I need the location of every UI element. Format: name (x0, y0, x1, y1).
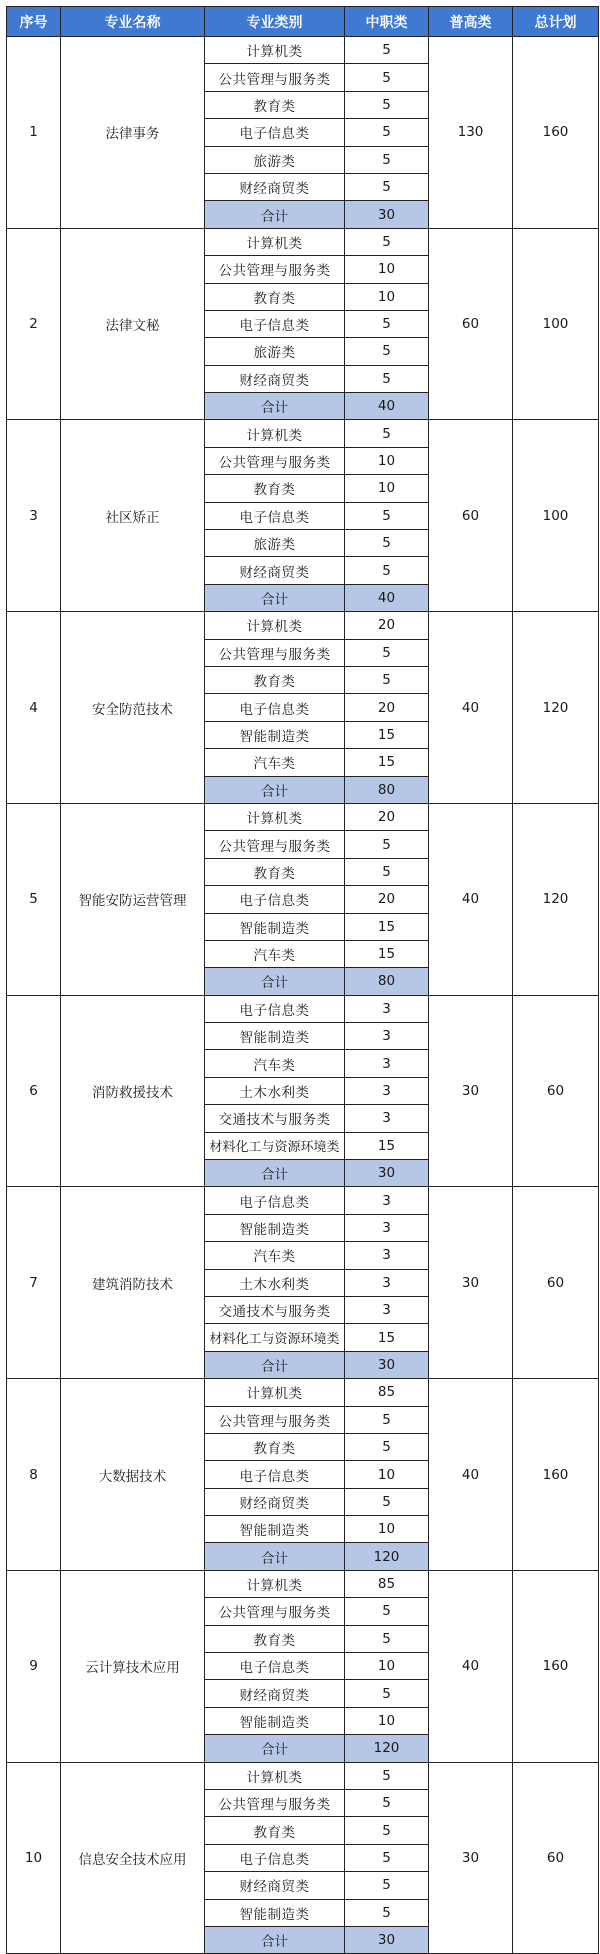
seq-cell: 4 (7, 612, 61, 804)
category-cell: 智能制造类 (205, 721, 345, 748)
category-cell: 土木水利类 (205, 1077, 345, 1104)
category-cell: 土木水利类 (205, 1269, 345, 1296)
header-major: 专业名称 (61, 7, 205, 37)
vocational-count-cell: 15 (345, 1324, 429, 1351)
general-count-cell: 30 (429, 1187, 513, 1379)
category-cell: 财经商贸类 (205, 1872, 345, 1899)
category-cell: 计算机类 (205, 1762, 345, 1789)
general-count-cell: 60 (429, 420, 513, 612)
total-plan-cell: 60 (513, 1762, 599, 1954)
vocational-count-cell: 3 (345, 1269, 429, 1296)
category-cell: 智能制造类 (205, 1023, 345, 1050)
vocational-count-cell: 5 (345, 530, 429, 557)
vocational-count-cell: 5 (345, 119, 429, 146)
category-cell: 公共管理与服务类 (205, 256, 345, 283)
vocational-count-cell: 5 (345, 1790, 429, 1817)
table-row (7, 228, 599, 255)
vocational-count-cell: 3 (345, 1105, 429, 1132)
total-plan-cell: 120 (513, 803, 599, 995)
category-cell: 电子信息类 (205, 886, 345, 913)
seq-cell: 6 (7, 995, 61, 1187)
subtotal-value: 80 (345, 968, 429, 995)
seq-cell: 5 (7, 803, 61, 995)
vocational-count-cell: 15 (345, 1132, 429, 1159)
vocational-count-cell: 5 (345, 228, 429, 255)
vocational-count-cell: 5 (345, 1680, 429, 1707)
category-cell: 智能制造类 (205, 1899, 345, 1926)
total-plan-cell: 160 (513, 1379, 599, 1571)
vocational-count-cell: 10 (345, 447, 429, 474)
major-name-cell: 安全防范技术 (61, 612, 205, 804)
seq-cell: 3 (7, 420, 61, 612)
header-general: 普高类 (429, 7, 513, 37)
subtotal-label: 合计 (205, 584, 345, 611)
general-count-cell: 40 (429, 612, 513, 804)
major-name-cell: 信息安全技术应用 (61, 1762, 205, 1954)
total-plan-cell: 160 (513, 37, 599, 229)
category-cell: 材料化工与资源环境类 (205, 1132, 345, 1159)
subtotal-label: 合计 (205, 393, 345, 420)
vocational-count-cell: 15 (345, 940, 429, 967)
subtotal-value: 30 (345, 1160, 429, 1187)
vocational-count-cell: 5 (345, 666, 429, 693)
vocational-count-cell: 20 (345, 803, 429, 830)
category-cell: 教育类 (205, 1625, 345, 1652)
vocational-count-cell: 5 (345, 639, 429, 666)
table-row (7, 612, 599, 639)
major-name-cell: 建筑消防技术 (61, 1187, 205, 1379)
vocational-count-cell: 5 (345, 1406, 429, 1433)
category-cell: 旅游类 (205, 530, 345, 557)
vocational-count-cell: 3 (345, 1242, 429, 1269)
vocational-count-cell: 5 (345, 420, 429, 447)
category-cell: 电子信息类 (205, 995, 345, 1022)
vocational-count-cell: 3 (345, 1077, 429, 1104)
vocational-count-cell: 5 (345, 146, 429, 173)
vocational-count-cell: 3 (345, 1050, 429, 1077)
major-name-cell: 社区矫正 (61, 420, 205, 612)
vocational-count-cell: 5 (345, 1762, 429, 1789)
subtotal-value: 120 (345, 1543, 429, 1570)
subtotal-label: 合计 (205, 1351, 345, 1378)
vocational-count-cell: 5 (345, 1598, 429, 1625)
category-cell: 汽车类 (205, 749, 345, 776)
subtotal-value: 80 (345, 776, 429, 803)
subtotal-label: 合计 (205, 776, 345, 803)
category-cell: 交通技术与服务类 (205, 1296, 345, 1323)
vocational-count-cell: 3 (345, 1023, 429, 1050)
category-cell: 电子信息类 (205, 119, 345, 146)
total-plan-cell: 100 (513, 420, 599, 612)
table-row (7, 1762, 599, 1789)
category-cell: 教育类 (205, 283, 345, 310)
vocational-count-cell: 20 (345, 886, 429, 913)
seq-cell: 9 (7, 1570, 61, 1762)
category-cell: 公共管理与服务类 (205, 1598, 345, 1625)
total-plan-cell: 120 (513, 612, 599, 804)
seq-cell: 2 (7, 228, 61, 420)
vocational-count-cell: 5 (345, 365, 429, 392)
vocational-count-cell: 5 (345, 858, 429, 885)
general-count-cell: 40 (429, 1570, 513, 1762)
header-vocational: 中职类 (345, 7, 429, 37)
vocational-count-cell: 3 (345, 1214, 429, 1241)
vocational-count-cell: 5 (345, 64, 429, 91)
subtotal-label: 合计 (205, 1926, 345, 1953)
category-cell: 财经商贸类 (205, 1488, 345, 1515)
category-cell: 汽车类 (205, 1242, 345, 1269)
general-count-cell: 60 (429, 228, 513, 420)
category-cell: 教育类 (205, 1817, 345, 1844)
subtotal-value: 30 (345, 1926, 429, 1953)
vocational-count-cell: 5 (345, 91, 429, 118)
major-name-cell: 云计算技术应用 (61, 1570, 205, 1762)
category-cell: 旅游类 (205, 338, 345, 365)
vocational-count-cell: 10 (345, 1653, 429, 1680)
vocational-count-cell: 5 (345, 37, 429, 64)
category-cell: 汽车类 (205, 1050, 345, 1077)
subtotal-label: 合计 (205, 1160, 345, 1187)
vocational-count-cell: 15 (345, 749, 429, 776)
category-cell: 智能制造类 (205, 1516, 345, 1543)
general-count-cell: 30 (429, 1762, 513, 1954)
subtotal-value: 40 (345, 393, 429, 420)
vocational-count-cell: 10 (345, 1516, 429, 1543)
seq-cell: 10 (7, 1762, 61, 1954)
vocational-count-cell: 20 (345, 612, 429, 639)
vocational-count-cell: 5 (345, 1625, 429, 1652)
header-row (7, 7, 599, 37)
vocational-count-cell: 10 (345, 283, 429, 310)
subtotal-value: 30 (345, 201, 429, 228)
category-cell: 计算机类 (205, 1379, 345, 1406)
category-cell: 旅游类 (205, 146, 345, 173)
subtotal-label: 合计 (205, 1543, 345, 1570)
category-cell: 财经商贸类 (205, 1680, 345, 1707)
vocational-count-cell: 5 (345, 1899, 429, 1926)
vocational-count-cell: 5 (345, 1433, 429, 1460)
vocational-count-cell: 10 (345, 1461, 429, 1488)
category-cell: 电子信息类 (205, 310, 345, 337)
category-cell: 计算机类 (205, 228, 345, 255)
table-row (7, 995, 599, 1022)
category-cell: 教育类 (205, 475, 345, 502)
category-cell: 教育类 (205, 858, 345, 885)
enrollment-plan-table (6, 6, 599, 1954)
subtotal-label: 合计 (205, 1735, 345, 1762)
vocational-count-cell: 20 (345, 694, 429, 721)
total-plan-cell: 100 (513, 228, 599, 420)
major-name-cell: 大数据技术 (61, 1379, 205, 1571)
category-cell: 电子信息类 (205, 1187, 345, 1214)
category-cell: 公共管理与服务类 (205, 1406, 345, 1433)
major-name-cell: 法律文秘 (61, 228, 205, 420)
vocational-count-cell: 15 (345, 721, 429, 748)
category-cell: 电子信息类 (205, 502, 345, 529)
total-plan-cell: 60 (513, 1187, 599, 1379)
category-cell: 教育类 (205, 666, 345, 693)
major-name-cell: 智能安防运营管理 (61, 803, 205, 995)
category-cell: 材料化工与资源环境类 (205, 1324, 345, 1351)
header-total: 总计划 (513, 7, 599, 37)
category-cell: 公共管理与服务类 (205, 1790, 345, 1817)
vocational-count-cell: 5 (345, 502, 429, 529)
vocational-count-cell: 3 (345, 995, 429, 1022)
category-cell: 智能制造类 (205, 1707, 345, 1734)
vocational-count-cell: 10 (345, 475, 429, 502)
table-row (7, 1187, 599, 1214)
category-cell: 公共管理与服务类 (205, 447, 345, 474)
subtotal-value: 30 (345, 1351, 429, 1378)
category-cell: 智能制造类 (205, 1214, 345, 1241)
major-name-cell: 消防救援技术 (61, 995, 205, 1187)
table-row (7, 37, 599, 64)
category-cell: 计算机类 (205, 612, 345, 639)
vocational-count-cell: 5 (345, 1872, 429, 1899)
vocational-count-cell: 5 (345, 557, 429, 584)
seq-cell: 1 (7, 37, 61, 229)
header-category: 专业类别 (205, 7, 345, 37)
table-row (7, 1570, 599, 1597)
vocational-count-cell: 5 (345, 1817, 429, 1844)
category-cell: 电子信息类 (205, 1844, 345, 1871)
category-cell: 智能制造类 (205, 913, 345, 940)
category-cell: 财经商贸类 (205, 173, 345, 200)
category-cell: 电子信息类 (205, 1461, 345, 1488)
category-cell: 计算机类 (205, 1570, 345, 1597)
vocational-count-cell: 5 (345, 1844, 429, 1871)
category-cell: 教育类 (205, 1433, 345, 1460)
table-row (7, 420, 599, 447)
general-count-cell: 30 (429, 995, 513, 1187)
table-row (7, 1379, 599, 1406)
category-cell: 交通技术与服务类 (205, 1105, 345, 1132)
category-cell: 汽车类 (205, 940, 345, 967)
vocational-count-cell: 5 (345, 338, 429, 365)
general-count-cell: 40 (429, 1379, 513, 1571)
subtotal-value: 40 (345, 584, 429, 611)
category-cell: 财经商贸类 (205, 557, 345, 584)
table-body (7, 37, 599, 1954)
general-count-cell: 130 (429, 37, 513, 229)
table-header (7, 7, 599, 37)
total-plan-cell: 160 (513, 1570, 599, 1762)
general-count-cell: 40 (429, 803, 513, 995)
header-seq: 序号 (7, 7, 61, 37)
vocational-count-cell: 3 (345, 1187, 429, 1214)
category-cell: 计算机类 (205, 37, 345, 64)
seq-cell: 8 (7, 1379, 61, 1571)
vocational-count-cell: 10 (345, 1707, 429, 1734)
total-plan-cell: 60 (513, 995, 599, 1187)
category-cell: 财经商贸类 (205, 365, 345, 392)
subtotal-value: 120 (345, 1735, 429, 1762)
vocational-count-cell: 5 (345, 1488, 429, 1515)
enrollment-plan-container (6, 6, 599, 1954)
category-cell: 电子信息类 (205, 1653, 345, 1680)
subtotal-label: 合计 (205, 201, 345, 228)
category-cell: 公共管理与服务类 (205, 831, 345, 858)
category-cell: 公共管理与服务类 (205, 64, 345, 91)
vocational-count-cell: 3 (345, 1296, 429, 1323)
category-cell: 教育类 (205, 91, 345, 118)
vocational-count-cell: 5 (345, 831, 429, 858)
subtotal-label: 合计 (205, 968, 345, 995)
vocational-count-cell: 5 (345, 173, 429, 200)
seq-cell: 7 (7, 1187, 61, 1379)
category-cell: 计算机类 (205, 420, 345, 447)
vocational-count-cell: 15 (345, 913, 429, 940)
vocational-count-cell: 10 (345, 256, 429, 283)
category-cell: 电子信息类 (205, 694, 345, 721)
major-name-cell: 法律事务 (61, 37, 205, 229)
category-cell: 公共管理与服务类 (205, 639, 345, 666)
vocational-count-cell: 5 (345, 310, 429, 337)
vocational-count-cell: 85 (345, 1570, 429, 1597)
table-row (7, 803, 599, 830)
category-cell: 计算机类 (205, 803, 345, 830)
vocational-count-cell: 85 (345, 1379, 429, 1406)
